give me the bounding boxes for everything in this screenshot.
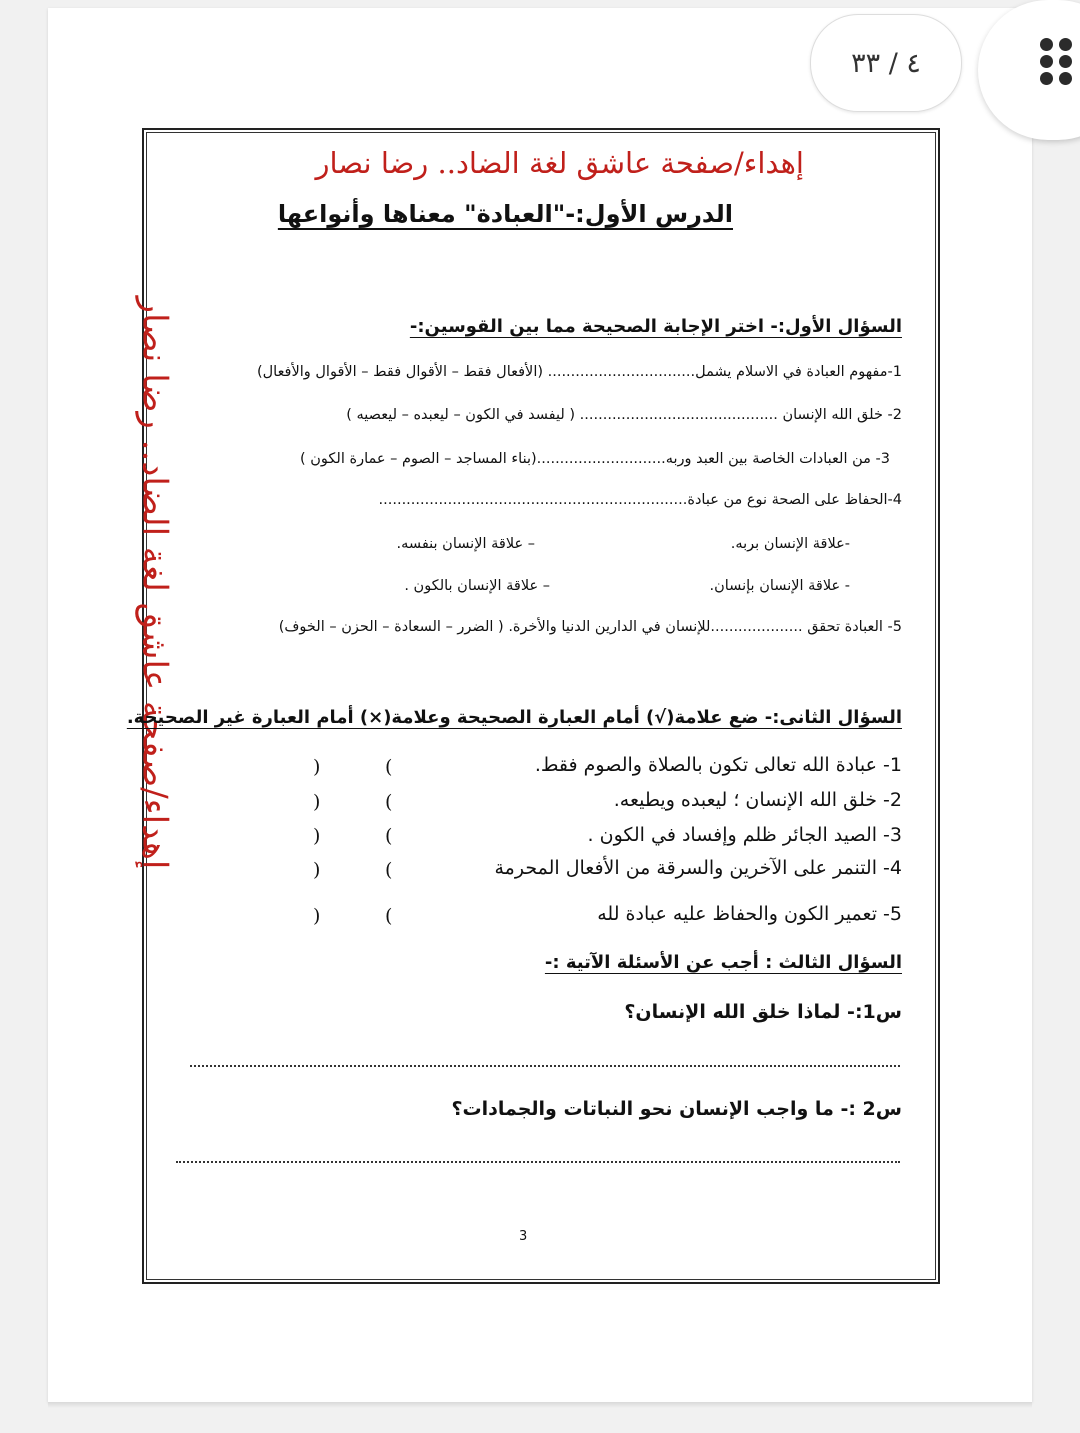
answer-line-2 — [176, 1161, 900, 1163]
q1-item-5: 5- العبادة تحقق ....................للإنسان في الدارين الدنيا والأخرة. ( الضرر – السعادة – الحزن – الخوف) — [278, 619, 902, 635]
dedication-header: إهداء/صفحة عاشق لغة الضاد.. رضا نصار — [315, 146, 804, 180]
page-indicator: ٤ / ٣٣ — [810, 14, 962, 112]
side-watermark-text: إهداء/صفحة عاشق لغة الضاد.. رضا نصار — [134, 296, 174, 870]
answer-line-1 — [190, 1065, 900, 1067]
q2-statement-4: 4- التنمر على الآخرين والسرقة من الأفعال المحرمة — [494, 857, 902, 879]
q1-item-1: 1-مفهوم العبادة في الاسلام يشمل................................ (الأفعال فقط – الأقوال فقط – الأقوال والأفعال) — [256, 364, 902, 380]
q1-option-c: - علاقة الإنسان بإنسان. — [709, 578, 850, 594]
q3-question-1: س1:- لماذا خلق الله الإنسان؟ — [624, 1001, 902, 1023]
answer-paren-open: ( — [385, 825, 393, 847]
answer-paren-open: ( — [385, 756, 393, 778]
q1-option-a: -علاقة الإنسان بربه. — [730, 536, 850, 552]
page-shadow — [48, 1402, 1032, 1408]
q1-option-b: – علاقة الإنسان بنفسه. — [396, 536, 535, 552]
q1-item-4: 4-الحفاظ على الصحة نوع من عبادة................................................................... — [378, 492, 902, 508]
q2-statement-2: 2- خلق الله الإنسان ؛ ليعبده ويطيعه. — [613, 789, 902, 811]
answer-paren-close: ) — [313, 859, 321, 881]
lesson-title: الدرس الأول:-"العبادة" معناها وأنواعها — [277, 200, 733, 228]
more-dots-icon[interactable] — [1040, 38, 1074, 88]
side-watermark — [118, 283, 190, 883]
answer-paren-close: ) — [313, 825, 321, 847]
q3-heading: السؤال الثالث : أجب عن الأسئلة الآتية :- — [544, 952, 902, 973]
q1-option-d: – علاقة الإنسان بالكون . — [404, 578, 550, 594]
q1-heading: السؤال الأول:- اختر الإجابة الصحيحة مما بين القوسين:- — [409, 316, 902, 337]
q2-statement-3: 3- الصيد الجائر ظلم وإفساد في الكون . — [587, 824, 902, 846]
q2-heading: السؤال الثانى:- ضع علامة(√) أمام العبارة الصحيحة وعلامة(×) أمام العبارة غير الصحيحة. — [126, 707, 902, 728]
answer-paren-open: ( — [385, 905, 393, 927]
q3-question-2: س2 :- ما واجب الإنسان نحو النباتات والجمادات؟ — [451, 1098, 902, 1120]
answer-paren-close: ) — [313, 756, 321, 778]
q2-statement-5: 5- تعمير الكون والحفاظ عليه عبادة لله — [597, 903, 902, 925]
answer-paren-open: ( — [385, 859, 393, 881]
page-number: 3 — [519, 1229, 528, 1244]
answer-paren-close: ) — [313, 905, 321, 927]
q1-item-3: 3- من العبادات الخاصة بين العبد وربه............................(بناء المساجد – الصوم – عمارة الكون ) — [300, 451, 890, 467]
answer-paren-close: ) — [313, 791, 321, 813]
answer-paren-open: ( — [385, 791, 393, 813]
q1-item-2: 2- خلق الله الإنسان ........................................... ( ليفسد في الكون – ليعبده – ليعصيه ) — [346, 407, 902, 423]
q2-statement-1: 1- عبادة الله تعالى تكون بالصلاة والصوم فقط. — [534, 754, 902, 776]
